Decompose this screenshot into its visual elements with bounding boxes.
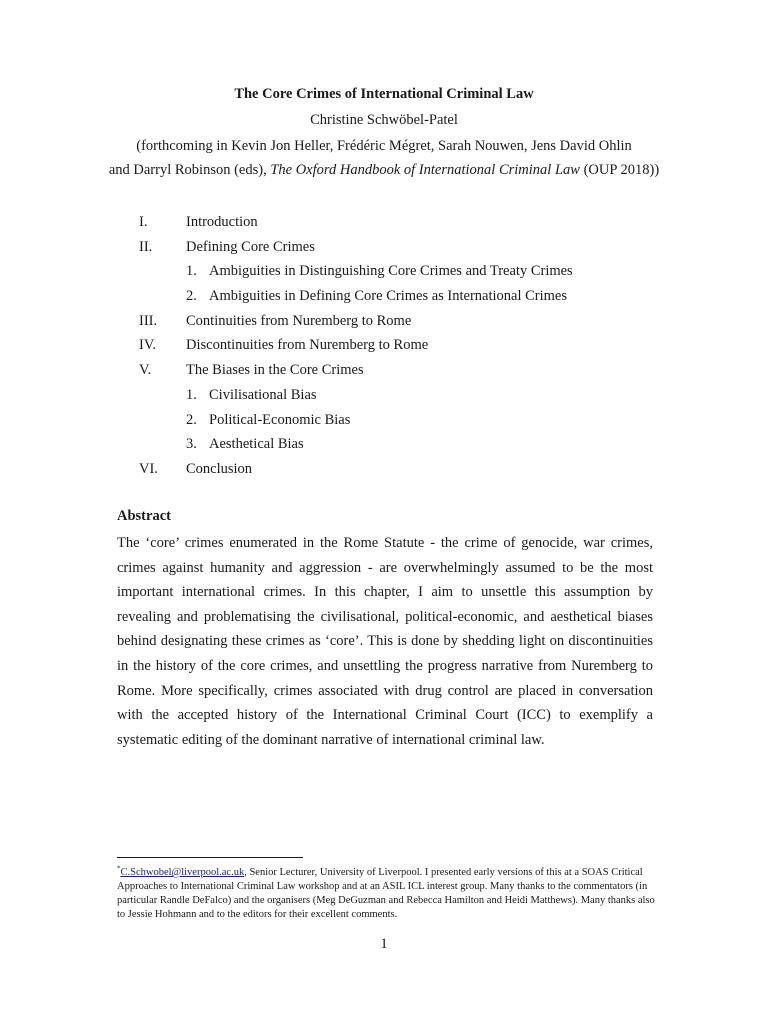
toc-item-label: Introduction — [186, 214, 258, 230]
toc-item-label: Continuities from Nuremberg to Rome — [186, 312, 412, 329]
footnote-text: , Senior Lecturer, University of Liverpool. I presented early versions of this at a SOAS Critical Approaches to International Criminal Law workshop and at an ASIL ICL interest group. Many thanks to the commentators (in particular Randle DeFalco) and the organisers (Meg DeGuzman and Rebecca Hamilton and Heidi Matthews). Many thanks also to Jessie Hohmann and to the editors for their excellent comments. — [117, 867, 655, 920]
abstract-heading: Abstract — [117, 508, 171, 524]
toc-item-label: Conclusion — [186, 460, 253, 477]
footnote-marker: * — [117, 864, 121, 873]
publication-line-1: (forthcoming in Kevin Jon Heller, Frédéric Mégret, Sarah Nouwen, Jens David Ohlin — [136, 138, 632, 154]
publication-prefix: and Darryl Robinson (eds), — [108, 162, 271, 178]
abstract-body: The ‘core’ crimes enumerated in the Rome Statute - the crime of genocide, war crimes, crimes against humanity and aggression - are overwhelmingly assumed to be the most important international crimes. In this chapter, I aim to unsettle this assumption by revealing and problematising the civilisational, political-economic, and aesthetical biases behind designating these crimes as ‘core’. This is done by shedding light on discontinuities in the history of the core crimes, and unsettling the progress narrative from Nuremberg to Rome. More specifically, crimes associated with drug control are placed in conversation with the accepted history of the International Criminal Court (ICC) to exemplify a systematic editing of the dominant narrative of international criminal law. — [117, 535, 653, 748]
toc-item-number: 2. — [186, 288, 197, 305]
publication-line-2 — [0, 162, 768, 179]
toc-item — [0, 335, 768, 360]
toc-item — [0, 311, 768, 336]
toc-item-number: I. — [139, 214, 148, 230]
toc-item-number: V. — [139, 362, 152, 379]
toc-item-number: IV. — [139, 337, 157, 354]
toc-subitem — [0, 410, 768, 435]
toc-item-label: The Biases in the Core Crimes — [186, 362, 364, 379]
footnote — [117, 866, 657, 922]
book-title: The Oxford Handbook of International Criminal Law — [270, 162, 580, 178]
toc-item-label: Ambiguities in Defining Core Crimes as International Crimes — [209, 288, 568, 305]
toc-item — [0, 237, 768, 262]
toc-item — [0, 212, 768, 237]
toc-subitem — [0, 286, 768, 311]
toc-subitem — [0, 434, 768, 459]
toc-item-number: 3. — [186, 436, 197, 453]
toc-item-label: Defining Core Crimes — [186, 238, 315, 255]
author-name: Christine Schwöbel-Patel — [310, 112, 458, 128]
toc-item — [0, 360, 768, 385]
toc-item-label: Discontinuities from Nuremberg to Rome — [186, 337, 429, 354]
toc-item — [0, 459, 768, 484]
toc-item-label: Civilisational Bias — [209, 386, 317, 403]
toc-item-number: 1. — [186, 386, 197, 403]
publication-suffix: (OUP 2018)) — [579, 162, 660, 178]
toc-item-number: 1. — [186, 263, 197, 280]
toc-subitem — [0, 385, 768, 410]
toc-item-label: Aesthetical Bias — [209, 436, 304, 453]
toc-subitem — [0, 261, 768, 286]
table-of-contents — [0, 212, 768, 484]
toc-item-label: Political-Economic Bias — [209, 411, 351, 428]
toc-item-number: VI. — [139, 460, 158, 477]
toc-item-number: II. — [139, 238, 153, 255]
toc-item-number: III. — [139, 312, 158, 329]
footnote-divider — [117, 857, 303, 858]
author-email-link[interactable]: C.Schwobel@liverpool.ac.uk — [120, 867, 245, 878]
paper-title: The Core Crimes of International Criminal Law — [234, 86, 534, 102]
toc-item-label: Ambiguities in Distinguishing Core Crimes and Treaty Crimes — [209, 263, 573, 280]
toc-item-number: 2. — [186, 411, 197, 428]
page-number: 1 — [380, 936, 388, 952]
